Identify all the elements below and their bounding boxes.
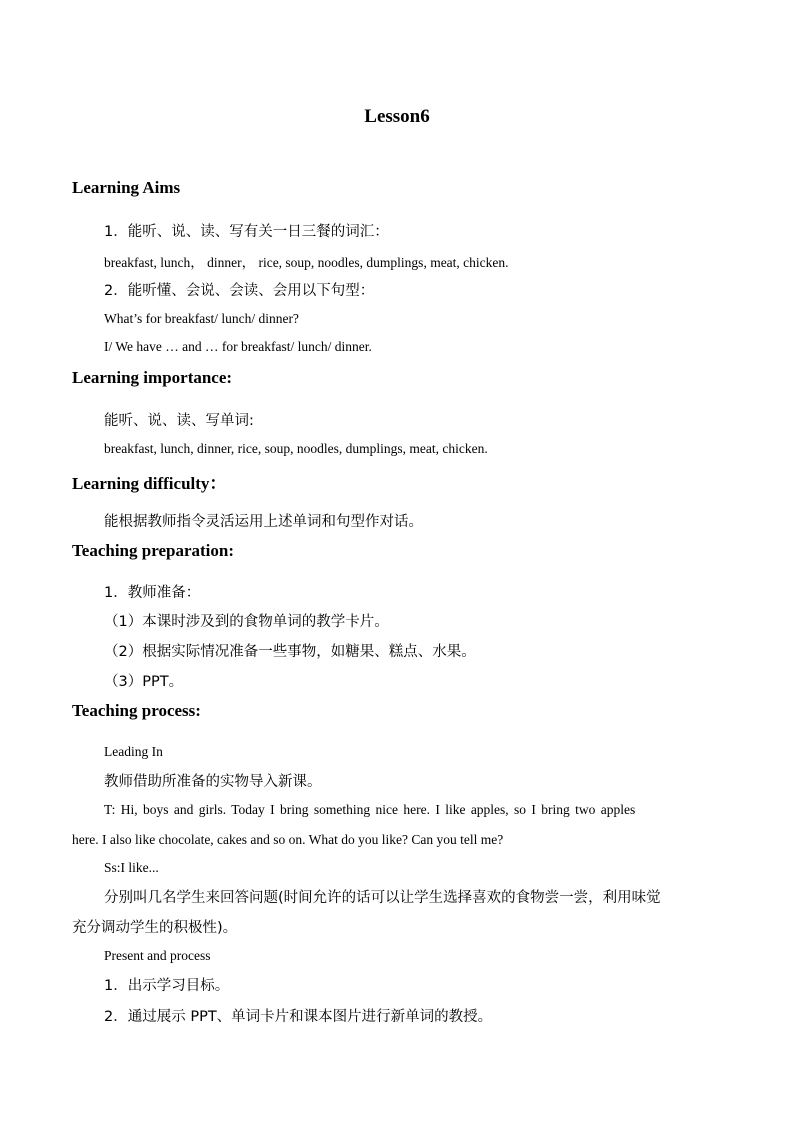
activity-paragraph-line-2: 充分调动学生的积极性)。 bbox=[72, 920, 238, 936]
importance-vocabulary: breakfast, lunch, dinner, rice, soup, noodles, dumplings, meat, chicken. bbox=[104, 441, 488, 456]
learning-importance-heading: Learning importance: bbox=[72, 368, 233, 387]
present-and-process-label: Present and process bbox=[104, 948, 211, 963]
leading-in-label: Leading In bbox=[104, 744, 163, 759]
teacher-dialogue-line-2: here. I also like chocolate, cakes and so on. What do you like? Can you tell me? bbox=[72, 832, 504, 847]
process-step-1: 1．出示学习目标。 bbox=[104, 978, 230, 994]
leading-in-description: 教师借助所准备的实物导入新课。 bbox=[104, 774, 322, 790]
preparation-sub-3: （3）PPT。 bbox=[104, 674, 184, 690]
aims-pattern-2: I/ We have … and … for breakfast/ lunch/ dinner. bbox=[104, 339, 372, 354]
aims-item-1: 1．能听、说、读、写有关一日三餐的词汇： bbox=[104, 224, 389, 240]
teaching-process-heading: Teaching process: bbox=[72, 701, 201, 720]
importance-line: 能听、说、读、写单词: bbox=[104, 413, 254, 429]
aims-vocabulary: breakfast, lunch， dinner， rice, soup, noodles, dumplings, meat, chicken. bbox=[104, 255, 509, 270]
process-step-2: 2．通过展示 PPT、单词卡片和课本图片进行新单词的教授。 bbox=[104, 1009, 493, 1025]
activity-paragraph-line-1: 分别叫几名学生来回答问题(时间允许的话可以让学生选择喜欢的食物尝一尝，利用味觉 bbox=[104, 890, 661, 906]
preparation-sub-2: （2）根据实际情况准备一些事物，如糖果、糕点、水果。 bbox=[104, 644, 476, 660]
page-title: Lesson6 bbox=[364, 106, 430, 127]
learning-aims-heading: Learning Aims bbox=[72, 178, 181, 197]
difficulty-line: 能根据教师指令灵活运用上述单词和句型作对话。 bbox=[104, 514, 423, 530]
preparation-sub-1: （1）本课时涉及到的食物单词的教学卡片。 bbox=[104, 614, 389, 630]
aims-pattern-1: What’s for breakfast/ lunch/ dinner? bbox=[104, 311, 299, 326]
learning-difficulty-heading: Learning difficulty： bbox=[72, 474, 227, 493]
preparation-item-1: 1．教师准备： bbox=[104, 585, 201, 601]
teaching-preparation-heading: Teaching preparation: bbox=[72, 541, 234, 560]
aims-item-2: 2．能听懂、会说、会读、会用以下句型： bbox=[104, 283, 375, 299]
teacher-dialogue-line-1: T: Hi, boys and girls. Today I bring something nice here. I like apples, so I bring two apples bbox=[104, 802, 636, 817]
students-response: Ss:I like... bbox=[104, 860, 159, 875]
